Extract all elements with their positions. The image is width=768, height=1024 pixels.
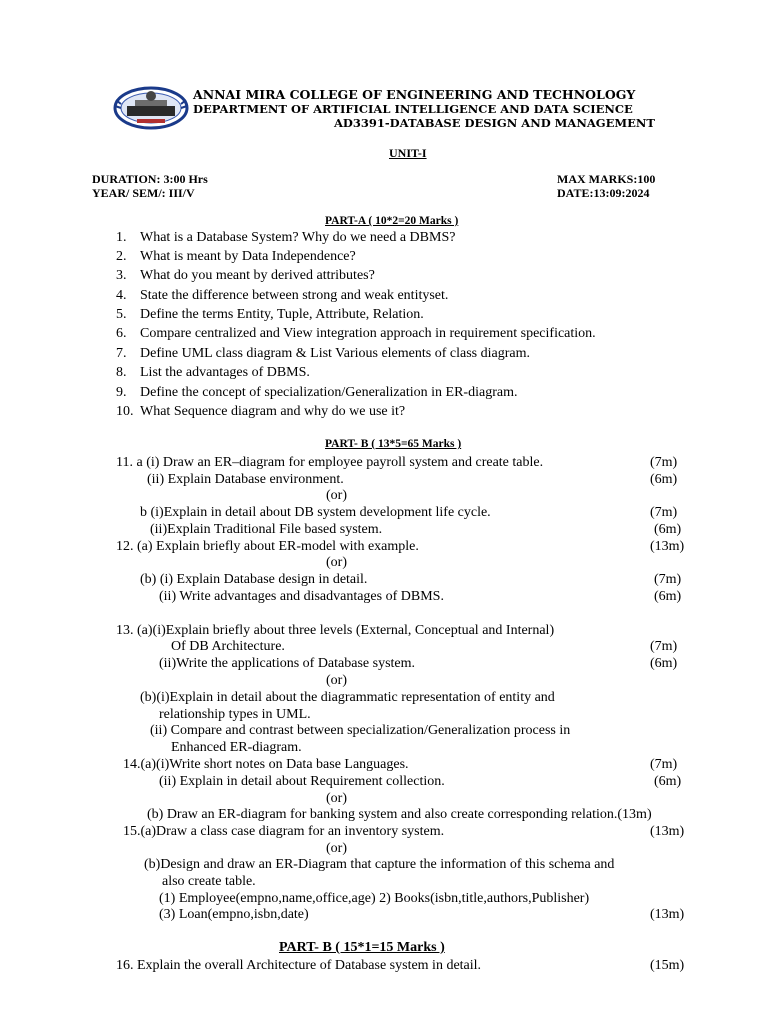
question-text: What do you meant by derived attributes? (140, 268, 375, 283)
question-text: List the advantages of DBMS. (140, 365, 310, 380)
part-b-heading: PART- B ( 13*5=65 Marks ) (325, 438, 462, 450)
question-text: 15.(a)Draw a class case diagram for an inventory system. (123, 824, 445, 839)
or-separator: (or) (326, 488, 347, 503)
question-text: Enhanced ER-diagram. (171, 740, 302, 755)
unit-title: UNIT-I (389, 146, 427, 160)
marks-label: (15m) (650, 958, 685, 973)
question-text: What is a Database System? Why do we need a DBMS? (140, 230, 456, 245)
marks-label: (6m) (650, 472, 678, 487)
question-text: relationship types in UML. (159, 707, 311, 722)
question-text: 16. Explain the overall Architecture of Database system in detail. (116, 958, 482, 973)
marks-label: (6m) (654, 522, 682, 537)
or-separator: (or) (326, 555, 347, 570)
question-text: What is meant by Data Independence? (140, 249, 356, 264)
question-text: What Sequence diagram and why do we use it? (140, 404, 406, 419)
question-number: 1. (116, 230, 127, 245)
question-text: (b)(i)Explain in detail about the diagrammatic representation of entity and (140, 690, 555, 705)
year-sem: YEAR/ SEM/: III/V (92, 186, 195, 200)
question-number: 8. (116, 365, 127, 380)
college-name: ANNAI MIRA COLLEGE OF ENGINEERING AND TECHNOLOGY (193, 87, 636, 102)
question-text: 14.(a)(i)Write short notes on Data base Languages. (123, 757, 409, 772)
marks-label: (13m) (650, 907, 685, 922)
question-text: State the difference between strong and weak entityset. (140, 288, 449, 303)
question-number: 5. (116, 307, 127, 322)
question-text: Define the terms Entity, Tuple, Attribute, Relation. (140, 307, 424, 322)
marks-label: (7m) (650, 639, 678, 654)
or-separator: (or) (326, 673, 347, 688)
question-text: 13. (a)(i)Explain briefly about three levels (External, Conceptual and Internal) (116, 623, 555, 638)
duration: DURATION: 3:00 Hrs (92, 172, 208, 186)
question-text: (b)Design and draw an ER-Diagram that capture the information of this schema and (144, 857, 615, 872)
max-marks: MAX MARKS:100 (557, 172, 656, 186)
department-name: DEPARTMENT OF ARTIFICIAL INTELLIGENCE AND DATA SCIENCE (193, 102, 633, 116)
question-number: 6. (116, 326, 127, 341)
question-text: 11. a (i) Draw an ER–diagram for employee payroll system and create table. (116, 455, 544, 470)
marks-label: (7m) (654, 572, 682, 587)
question-text: also create table. (162, 874, 256, 889)
or-separator: (or) (326, 841, 347, 856)
marks-label: (7m) (650, 757, 678, 772)
question-number: 9. (116, 385, 127, 400)
question-text: Define the concept of specialization/Generalization in ER-diagram. (140, 385, 518, 400)
part-a-heading: PART-A ( 10*2=20 Marks ) (325, 215, 459, 227)
question-number: 4. (116, 288, 127, 303)
question-text: (1) Employee(empno,name,office,age) 2) Books(isbn,title,authors,Publisher) (159, 891, 590, 906)
question-text: (ii) Explain in detail about Requirement collection. (159, 774, 445, 789)
exam-date: DATE:13:09:2024 (557, 186, 650, 200)
marks-label: (6m) (654, 774, 682, 789)
marks-label: (7m) (650, 505, 678, 520)
question-text: b (i)Explain in detail about DB system development life cycle. (140, 505, 491, 520)
question-number: 10. (116, 404, 134, 419)
marks-label: (7m) (650, 455, 678, 470)
question-number: 3. (116, 268, 127, 283)
marks-label: (6m) (654, 589, 682, 604)
question-text: (3) Loan(empno,isbn,date) (159, 907, 309, 922)
course-title: AD3391-DATABASE DESIGN AND MANAGEMENT (334, 116, 655, 130)
college-logo (113, 86, 189, 130)
question-number: 2. (116, 249, 127, 264)
question-text: Define UML class diagram & List Various elements of class diagram. (140, 346, 530, 361)
question-text: Compare centralized and View integration approach in requirement specification. (140, 326, 596, 341)
question-text: (ii) Write advantages and disadvantages of DBMS. (159, 589, 444, 604)
question-text: Of DB Architecture. (171, 639, 285, 654)
question-text: (ii)Explain Traditional File based system. (150, 522, 383, 537)
question-text: (b) (i) Explain Database design in detail. (140, 572, 368, 587)
or-separator: (or) (326, 791, 347, 806)
question-text: (ii) Compare and contrast between specialization/Generalization process in (150, 723, 571, 738)
question-text: 12. (a) Explain briefly about ER-model with example. (116, 539, 419, 554)
marks-label: (6m) (650, 656, 678, 671)
question-number: 7. (116, 346, 127, 361)
marks-label: (13m) (650, 824, 685, 839)
question-text: (ii) Explain Database environment. (147, 472, 344, 487)
question-text: (ii)Write the applications of Database system. (159, 656, 416, 671)
question-text: (b) Draw an ER-diagram for banking system and also create corresponding relation.(13m) (147, 807, 652, 822)
marks-label: (13m) (650, 539, 685, 554)
part-c-heading: PART- B ( 15*1=15 Marks ) (279, 940, 445, 955)
